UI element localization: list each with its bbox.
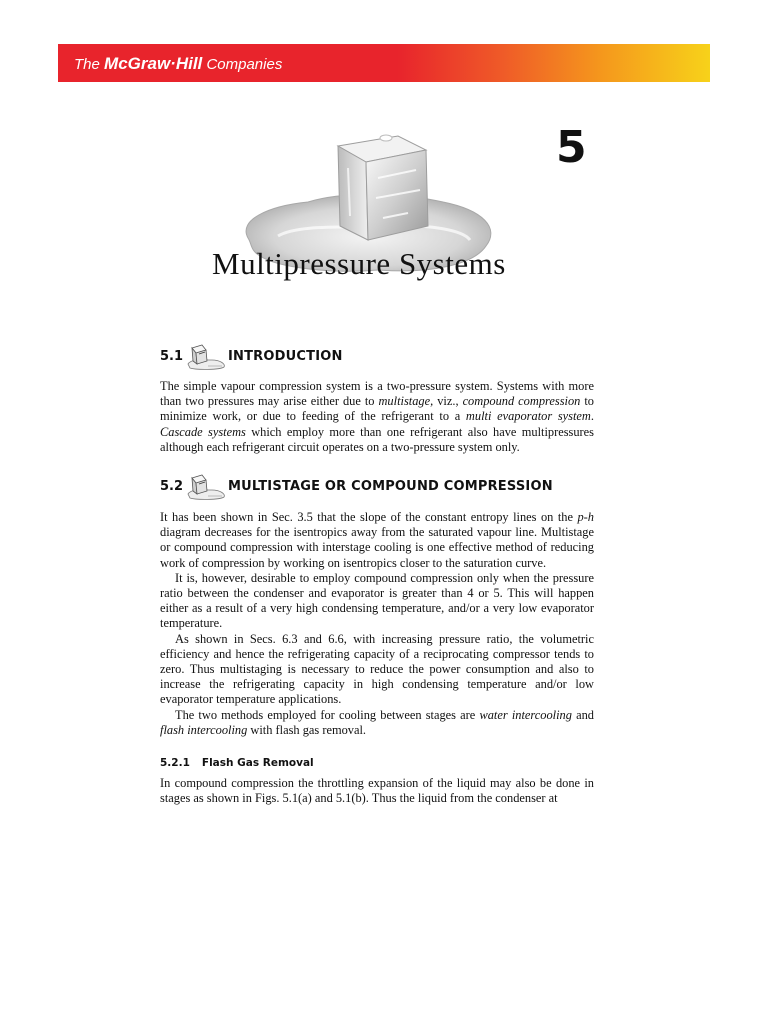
paragraph: [160, 510, 594, 571]
italic-term: multi evaporator system: [465, 409, 591, 424]
italic-term: Cascade systems: [160, 424, 246, 439]
publisher-logo: [74, 54, 282, 74]
flash-gas-removal-body: [160, 776, 594, 806]
text-run: diagram decreases for the isentropics away from the saturated vapour line. Multistage or compound compression with interstage cooling is one effective method of reducing work of compression by working on isentropics closer to the saturation curve.: [160, 525, 594, 570]
text-run: which employ more than one refrigerant also have multipressures although each refrigerant circuit operates on a two-pressure system only.: [160, 424, 595, 454]
compound-compression-body: [160, 510, 594, 738]
paragraph: [160, 379, 594, 455]
section-number: 5.2: [160, 479, 184, 494]
italic-term: water intercooling: [479, 707, 572, 722]
section-number: 5.1: [160, 349, 184, 364]
publisher-prefix: The: [74, 56, 100, 73]
text-run: In compound compression the throttling expansion of the liquid may also be done in stages as shown in Figs. 5.1(a) and 5.1(b). Thus the liquid from the condenser at: [160, 776, 594, 806]
paragraph: [160, 632, 594, 708]
subsection-heading-flash-gas-removal: [160, 757, 314, 769]
paragraph: [160, 708, 594, 738]
section-heading-compound-compression: [160, 472, 600, 500]
text-run: and: [571, 707, 594, 722]
text-run: with flash gas removal.: [247, 722, 367, 737]
text-run: The two methods employed for cooling between stages are: [175, 707, 480, 722]
section-title: MULTISTAGE OR COMPOUND COMPRESSION: [228, 479, 553, 494]
text-run: It has been shown in Sec. 3.5 that the slope of the constant entropy lines on the: [160, 510, 578, 524]
ice-cube-section-icon: [186, 342, 226, 370]
chapter-number: 5: [556, 122, 587, 173]
subsection-number: 5.2.1: [160, 757, 190, 769]
ice-cube-section-icon: [186, 472, 226, 500]
paragraph: [160, 571, 594, 632]
section-heading-introduction: [160, 342, 600, 370]
text-run: As shown in Secs. 6.3 and 6.6, with increasing pressure ratio, the volumetric efficiency and hence the refrigerating capacity of a reciprocating compressor tends to zero. Thus multistaging is necessary to reduce the power consumption and also to increase the refrigerating capacity in high condensing temperature and/or low evaporator temperature applications.: [160, 631, 594, 707]
subsection-title: Flash Gas Removal: [201, 757, 314, 769]
text-run: It is, however, desirable to employ compound compression only when the pressure ratio between the condenser and evaporator is greater than 4 or 5. This will happen either as a result of a very high condensing temperature, and/or a very low evaporator temperature.: [160, 570, 594, 631]
publisher-name: McGraw·Hill: [104, 54, 203, 73]
section-title: INTRODUCTION: [228, 349, 343, 364]
text-run: viz.,: [433, 394, 463, 409]
chapter-title: Multipressure Systems: [212, 246, 506, 281]
italic-term: compound compression: [462, 394, 581, 409]
introduction-body: [160, 379, 594, 455]
publisher-suffix: Companies: [206, 56, 283, 73]
paragraph: [160, 776, 594, 806]
text-run: The simple vapour compression system is a two-pressure system. Systems with more than two pressures may arise either due to: [160, 379, 594, 409]
text-run: .: [590, 409, 594, 424]
italic-term: flash intercooling: [160, 722, 248, 737]
text-run: to minimize work, or due to feeding of the refrigerant to a: [160, 394, 594, 424]
italic-term: multistage,: [378, 394, 434, 409]
italic-term: p-h: [577, 510, 594, 524]
publisher-banner: [58, 44, 710, 82]
